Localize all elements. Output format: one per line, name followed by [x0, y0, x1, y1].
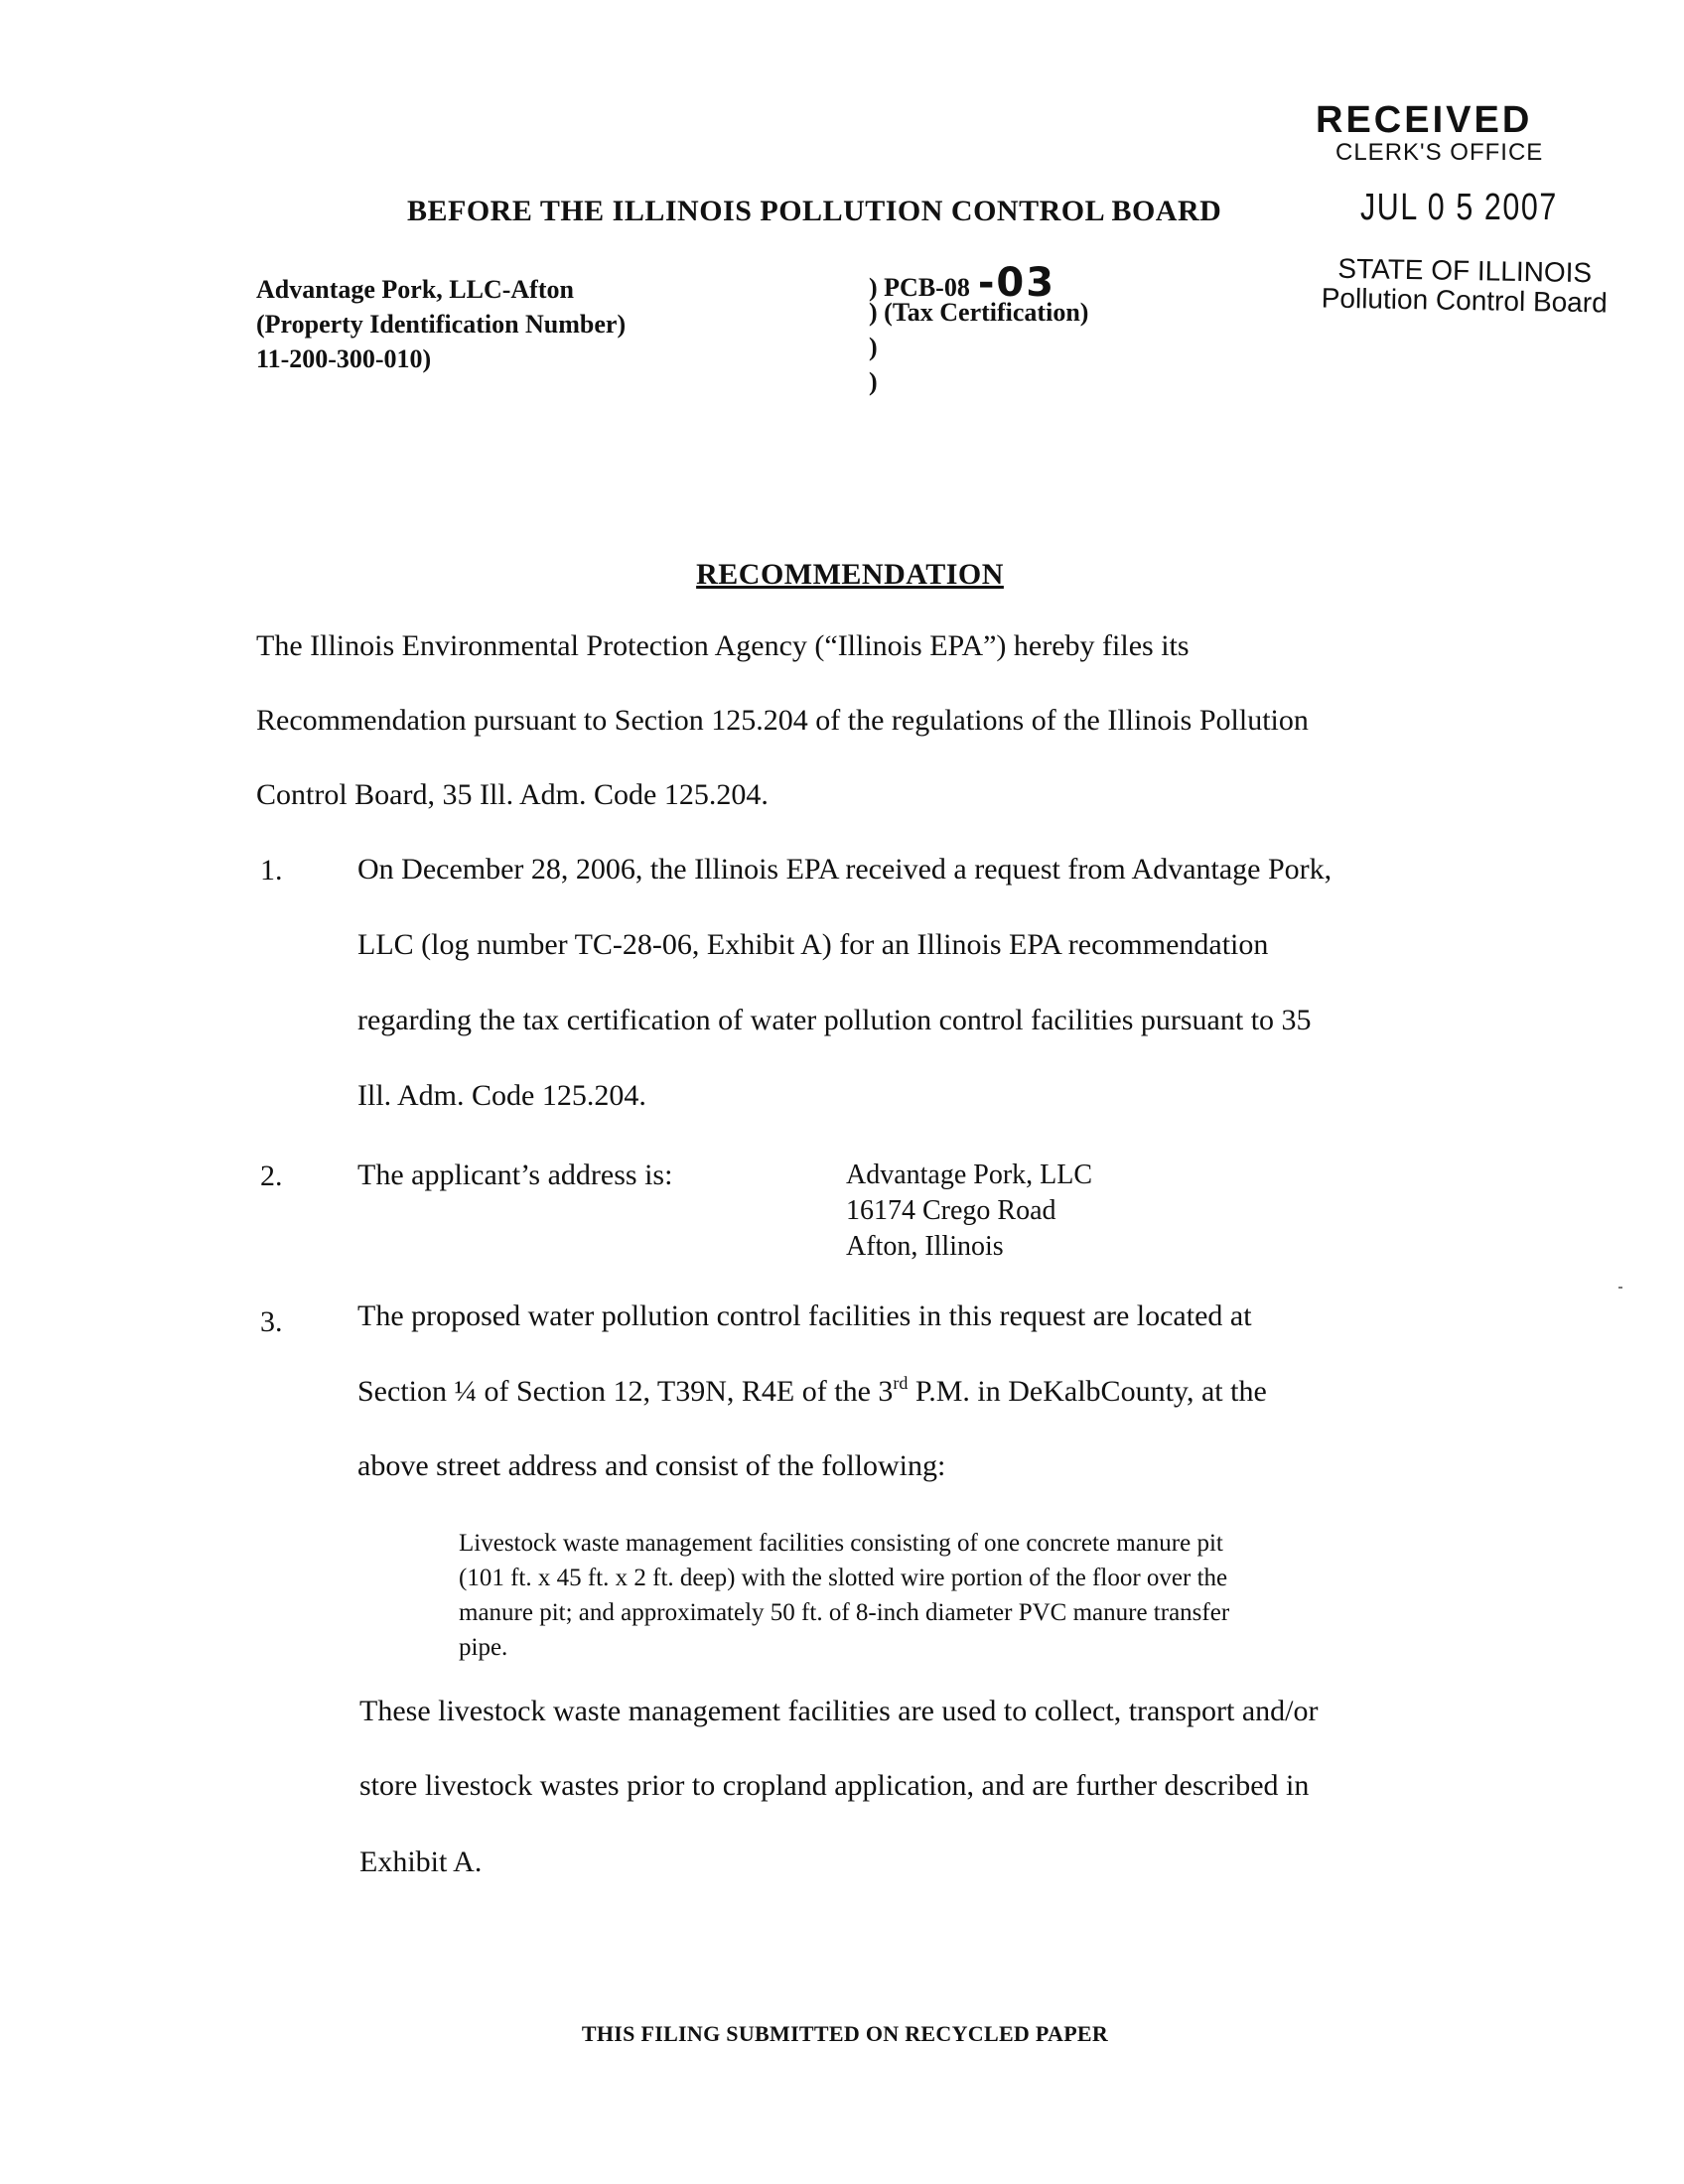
facility-line: (101 ft. x 45 ft. x 2 ft. deep) with the slotted wire portion of the floor over the	[459, 1565, 1228, 1591]
item1-line: Ill. Adm. Code 125.204.	[357, 1079, 646, 1112]
facility-line: pipe.	[459, 1634, 508, 1661]
facility-description	[459, 1526, 1229, 1665]
stamp-date: JUL 0 5 2007	[1360, 187, 1558, 228]
intro-line: The Illinois Environmental Protection Agency (“Illinois EPA”) hereby files its	[256, 629, 1190, 662]
recycled-paper-footer	[0, 2021, 1684, 2047]
closing-line: Exhibit A.	[359, 1845, 483, 1878]
stamp-state-board	[1315, 253, 1614, 318]
document-title-text: RECOMMENDATION	[696, 558, 1004, 591]
scan-speck	[1618, 1287, 1622, 1289]
item-number: 1.	[260, 854, 283, 887]
intro-line: Recommendation pursuant to Section 125.204 of the regulations of the Illinois Pollution	[256, 704, 1309, 737]
applicant-address	[846, 1158, 1092, 1265]
document-title	[0, 558, 1684, 592]
item3-line	[357, 1373, 1267, 1411]
item3-line: above street address and consist of the following:	[357, 1449, 946, 1482]
item3-line: The proposed water pollution control facilities in this request are located at	[357, 1299, 1252, 1332]
item-number: 3.	[260, 1305, 283, 1338]
item-number: 2.	[260, 1160, 283, 1192]
item3-line-text: P.M. in DeKalbCounty, at the	[908, 1375, 1267, 1408]
board-heading: BEFORE THE ILLINOIS POLLUTION CONTROL BOARD	[407, 195, 1222, 227]
closing-line: These livestock waste management facilities are used to collect, transport and/or	[359, 1695, 1319, 1727]
stamp-board: Pollution Control Board	[1321, 282, 1608, 319]
footer-text: THIS FILING SUBMITTED ON RECYCLED PAPER	[581, 2021, 1109, 2046]
stamp-state: STATE OF ILLINOIS	[1337, 252, 1593, 289]
item1-line: On December 28, 2006, the Illinois EPA received a request from Advantage Pork,	[357, 853, 1333, 886]
facility-line: manure pit; and approximately 50 ft. of 8-inch diameter PVC manure transfer	[459, 1599, 1230, 1626]
item1-line: LLC (log number TC-28-06, Exhibit A) for an Illinois EPA recommendation	[357, 928, 1269, 961]
facility-line: Livestock waste management facilities consisting of one concrete manure pit	[459, 1530, 1223, 1557]
item1-line: regarding the tax certification of water pollution control facilities pursuant to 35	[357, 1004, 1312, 1036]
stamp-received: RECEIVED	[1316, 99, 1533, 141]
intro-line: Control Board, 35 Ill. Adm. Code 125.204.	[256, 778, 769, 811]
case-caption-party	[256, 272, 626, 376]
ordinal-suffix: rd	[893, 1373, 909, 1393]
party-name: Advantage Pork, LLC-Afton	[256, 275, 574, 304]
caption-paren: )	[869, 367, 878, 396]
case-caption-number	[869, 260, 1089, 399]
caption-paren: )	[869, 333, 878, 361]
party-pin-label: (Property Identification Number)	[256, 310, 627, 339]
closing-line: store livestock wastes prior to cropland application, and are further described in	[359, 1769, 1310, 1802]
address-line: Advantage Pork, LLC	[846, 1160, 1093, 1190]
case-type: ) (Tax Certification)	[869, 298, 1089, 327]
stamp-clerks-office: CLERK'S OFFICE	[1335, 139, 1544, 166]
case-prefix: ) PCB-08	[869, 273, 970, 302]
case-number-handwritten: -03	[977, 260, 1056, 306]
item3-line-text: Section ¼ of Section 12, T39N, R4E of the 3	[357, 1375, 894, 1408]
address-label: The applicant’s address is:	[357, 1159, 673, 1191]
party-pin: 11-200-300-010)	[256, 344, 432, 373]
address-line: 16174 Crego Road	[846, 1195, 1056, 1226]
address-line: Afton, Illinois	[846, 1231, 1004, 1262]
